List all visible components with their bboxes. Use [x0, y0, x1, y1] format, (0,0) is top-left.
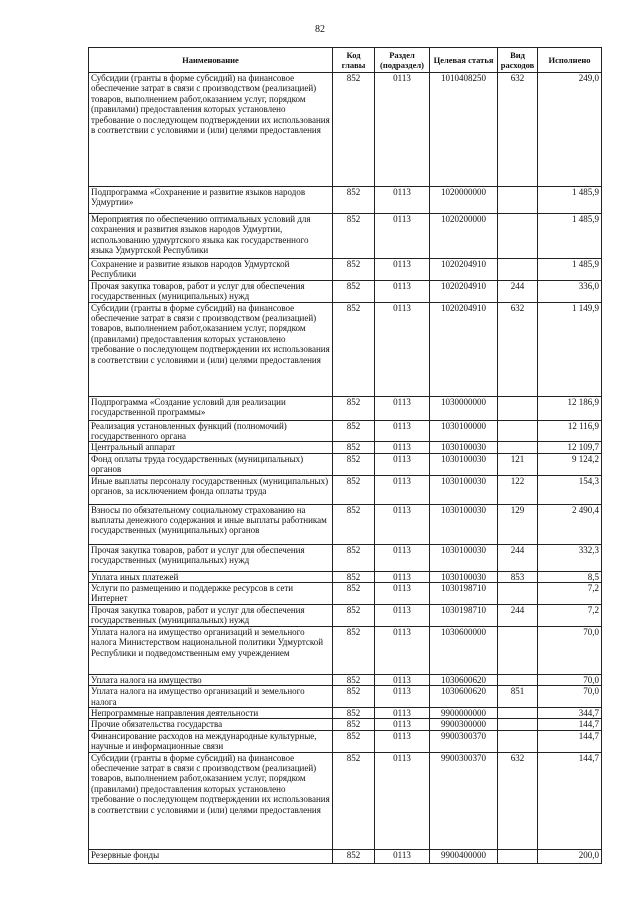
table-row	[89, 730, 602, 752]
cell-code: 852	[333, 442, 375, 453]
cell-section: 0113	[375, 544, 430, 571]
cell-code: 852	[333, 626, 375, 674]
cell-section: 0113	[375, 420, 430, 442]
table-row	[89, 604, 602, 626]
cell-name: Прочая закупка товаров, работ и услуг для обеспечения государственных (муниципальных) нужд	[89, 604, 333, 626]
cell-name: Уплата налога на имущество организаций и земельного налога Министерством национальной политики Удмуртской Республики и подведомственным ему учреждением	[89, 626, 333, 674]
cell-code: 852	[333, 73, 375, 187]
cell-target: 1020000000	[430, 187, 498, 214]
table-row	[89, 583, 602, 605]
table-row	[89, 707, 602, 718]
cell-code: 852	[333, 707, 375, 718]
cell-section: 0113	[375, 396, 430, 420]
cell-amount: 344,7	[538, 707, 602, 718]
table-row	[89, 187, 602, 214]
cell-code: 852	[333, 849, 375, 863]
cell-type	[498, 259, 538, 281]
table-row	[89, 453, 602, 475]
cell-target: 1030100030	[430, 544, 498, 571]
cell-section: 0113	[375, 719, 430, 730]
header-section: Раздел (подраздел)	[375, 48, 430, 73]
table-row	[89, 214, 602, 259]
cell-amount: 144,7	[538, 730, 602, 752]
cell-section: 0113	[375, 626, 430, 674]
cell-target: 1030100030	[430, 475, 498, 504]
cell-type	[498, 420, 538, 442]
cell-section: 0113	[375, 442, 430, 453]
cell-name: Уплата налога на имущество	[89, 674, 333, 685]
cell-target: 1030000000	[430, 396, 498, 420]
cell-name: Прочая закупка товаров, работ и услуг для обеспечения государственных (муниципальных) нужд	[89, 280, 333, 302]
cell-name: Центральный аппарат	[89, 442, 333, 453]
cell-target: 1020200000	[430, 214, 498, 259]
cell-target: 1020204910	[430, 259, 498, 281]
cell-section: 0113	[375, 571, 430, 582]
cell-section: 0113	[375, 187, 430, 214]
cell-target: 1030100030	[430, 453, 498, 475]
table-row	[89, 626, 602, 674]
cell-type	[498, 442, 538, 453]
cell-name: Резервные фонды	[89, 849, 333, 863]
cell-section: 0113	[375, 686, 430, 708]
header-type: Вид расходов	[498, 48, 538, 73]
cell-type	[498, 214, 538, 259]
cell-code: 852	[333, 280, 375, 302]
cell-code: 852	[333, 214, 375, 259]
cell-target: 1030600000	[430, 626, 498, 674]
cell-code: 852	[333, 571, 375, 582]
cell-type	[498, 187, 538, 214]
cell-amount: 12 116,9	[538, 420, 602, 442]
cell-target: 9900300000	[430, 719, 498, 730]
cell-code: 852	[333, 187, 375, 214]
table-row	[89, 504, 602, 544]
cell-code: 852	[333, 719, 375, 730]
cell-code: 852	[333, 674, 375, 685]
table-row	[89, 674, 602, 685]
cell-type	[498, 583, 538, 605]
cell-type: 244	[498, 604, 538, 626]
cell-section: 0113	[375, 707, 430, 718]
cell-target: 1030100030	[430, 442, 498, 453]
cell-name: Реализация установленных функций (полномочий) государственного органа	[89, 420, 333, 442]
cell-type: 244	[498, 280, 538, 302]
cell-target: 1030600620	[430, 674, 498, 685]
cell-amount: 1 485,9	[538, 259, 602, 281]
cell-type	[498, 674, 538, 685]
cell-amount: 2 490,4	[538, 504, 602, 544]
table-row	[89, 544, 602, 571]
cell-amount: 336,0	[538, 280, 602, 302]
cell-type	[498, 396, 538, 420]
cell-type: 121	[498, 453, 538, 475]
cell-amount: 332,3	[538, 544, 602, 571]
cell-target: 1020204910	[430, 302, 498, 396]
cell-target: 1030600620	[430, 686, 498, 708]
cell-name: Субсидии (гранты в форме субсидий) на финансовое обеспечение затрат в связи с производством (реализацией) товаров, выполнением работ,оказанием услуг, порядком (правилами) предоставления которых установлено требование о последующем подтверждении их использования в соответствии с условиями и (или) целями предоставления	[89, 752, 333, 849]
cell-code: 852	[333, 259, 375, 281]
cell-name: Субсидии (гранты в форме субсидий) на финансовое обеспечение затрат в связи с производством (реализацией) товаров, выполнением работ,оказанием услуг, порядком (правилами) предоставления которых установлено требование о последующем подтверждении их использования в соответствии с условиями и (или) целями предоставления	[89, 73, 333, 187]
cell-name: Фонд оплаты труда государственных (муниципальных) органов	[89, 453, 333, 475]
cell-target: 1030198710	[430, 604, 498, 626]
cell-type	[498, 719, 538, 730]
cell-code: 852	[333, 752, 375, 849]
table-row	[89, 442, 602, 453]
cell-section: 0113	[375, 674, 430, 685]
cell-name: Прочие обязательства государства	[89, 719, 333, 730]
table-row	[89, 719, 602, 730]
cell-amount: 249,0	[538, 73, 602, 187]
cell-amount: 1 485,9	[538, 187, 602, 214]
table-row	[89, 259, 602, 281]
cell-type	[498, 730, 538, 752]
cell-section: 0113	[375, 280, 430, 302]
cell-section: 0113	[375, 583, 430, 605]
cell-name: Уплата иных платежей	[89, 571, 333, 582]
cell-type: 632	[498, 302, 538, 396]
table-row	[89, 280, 602, 302]
cell-code: 852	[333, 730, 375, 752]
header-target: Целевая статья	[430, 48, 498, 73]
cell-target: 1030100000	[430, 420, 498, 442]
cell-amount: 70,0	[538, 626, 602, 674]
header-executed: Исполнено	[538, 48, 602, 73]
cell-target: 9900300370	[430, 730, 498, 752]
cell-amount: 144,7	[538, 719, 602, 730]
cell-target: 1030100030	[430, 571, 498, 582]
cell-code: 852	[333, 583, 375, 605]
cell-type: 632	[498, 752, 538, 849]
cell-type	[498, 707, 538, 718]
cell-amount: 7,2	[538, 583, 602, 605]
cell-amount: 144,7	[538, 752, 602, 849]
cell-name: Субсидии (гранты в форме субсидий) на финансовое обеспечение затрат в связи с производством (реализацией) товаров, выполнением работ,оказанием услуг, порядком (правилами) предоставления которых установлено требование о последующем подтверждении их использования в соответствии с условиями и (или) целями предоставления	[89, 302, 333, 396]
cell-target: 9900300370	[430, 752, 498, 849]
table-row	[89, 396, 602, 420]
cell-section: 0113	[375, 73, 430, 187]
cell-name: Прочая закупка товаров, работ и услуг для обеспечения государственных (муниципальных) нужд	[89, 544, 333, 571]
table-row	[89, 420, 602, 442]
cell-section: 0113	[375, 214, 430, 259]
cell-type: 129	[498, 504, 538, 544]
header-code: Код главы	[333, 48, 375, 73]
cell-name: Иные выплаты персоналу государственных (муниципальных) органов, за исключением фонда оплаты труда	[89, 475, 333, 504]
cell-amount: 1 149,9	[538, 302, 602, 396]
cell-code: 852	[333, 420, 375, 442]
page-number: 82	[315, 24, 325, 35]
cell-code: 852	[333, 396, 375, 420]
cell-name: Непрограммные направления деятельности	[89, 707, 333, 718]
table-row	[89, 475, 602, 504]
cell-amount: 8,5	[538, 571, 602, 582]
cell-amount: 70,0	[538, 674, 602, 685]
cell-name: Финансирование расходов на международные культурные, научные и информационные связи	[89, 730, 333, 752]
cell-type: 853	[498, 571, 538, 582]
cell-code: 852	[333, 453, 375, 475]
cell-target: 1030198710	[430, 583, 498, 605]
cell-name: Подпрограмма «Создание условий для реализации государственной программы»	[89, 396, 333, 420]
cell-code: 852	[333, 475, 375, 504]
table-row	[89, 752, 602, 849]
cell-code: 852	[333, 504, 375, 544]
cell-target: 1030100030	[430, 504, 498, 544]
cell-section: 0113	[375, 302, 430, 396]
cell-type	[498, 626, 538, 674]
table-row	[89, 849, 602, 863]
cell-type: 244	[498, 544, 538, 571]
cell-section: 0113	[375, 453, 430, 475]
table-body	[89, 73, 602, 864]
table-row	[89, 686, 602, 708]
cell-type: 851	[498, 686, 538, 708]
cell-target: 9900400000	[430, 849, 498, 863]
table-row	[89, 571, 602, 582]
cell-type: 632	[498, 73, 538, 187]
cell-amount: 200,0	[538, 849, 602, 863]
cell-name: Подпрограмма «Сохранение и развитие языков народов Удмуртии»	[89, 187, 333, 214]
cell-section: 0113	[375, 504, 430, 544]
cell-amount: 70,0	[538, 686, 602, 708]
cell-section: 0113	[375, 259, 430, 281]
cell-amount: 1 485,9	[538, 214, 602, 259]
cell-amount: 154,3	[538, 475, 602, 504]
cell-type	[498, 849, 538, 863]
cell-amount: 12 109,7	[538, 442, 602, 453]
cell-name: Сохранение и развитие языков народов Удмуртской Республики	[89, 259, 333, 281]
cell-code: 852	[333, 302, 375, 396]
cell-amount: 9 124,2	[538, 453, 602, 475]
table-row	[89, 73, 602, 187]
cell-code: 852	[333, 604, 375, 626]
table-row	[89, 302, 602, 396]
cell-type: 122	[498, 475, 538, 504]
cell-name: Взносы по обязательному социальному страхованию на выплаты денежного содержания и иные выплаты работникам государственных (муниципальных) органов	[89, 504, 333, 544]
header-name: Наименование	[89, 48, 333, 73]
cell-section: 0113	[375, 475, 430, 504]
cell-code: 852	[333, 544, 375, 571]
cell-target: 9900000000	[430, 707, 498, 718]
cell-name: Услуги по размещению и поддержке ресурсов в сети Интернет	[89, 583, 333, 605]
table-header-row	[89, 48, 602, 73]
cell-section: 0113	[375, 604, 430, 626]
cell-name: Мероприятия по обеспечению оптимальных условий для сохранения и развития языков народов Удмуртии, использованию удмуртского языка как государственного языка Удмуртской Республики	[89, 214, 333, 259]
cell-section: 0113	[375, 752, 430, 849]
cell-name: Уплата налога на имущество организаций и земельного налога	[89, 686, 333, 708]
cell-amount: 7,2	[538, 604, 602, 626]
cell-target: 1010408250	[430, 73, 498, 187]
cell-code: 852	[333, 686, 375, 708]
cell-target: 1020204910	[430, 280, 498, 302]
cell-amount: 12 186,9	[538, 396, 602, 420]
cell-section: 0113	[375, 849, 430, 863]
budget-table	[88, 47, 602, 864]
cell-section: 0113	[375, 730, 430, 752]
